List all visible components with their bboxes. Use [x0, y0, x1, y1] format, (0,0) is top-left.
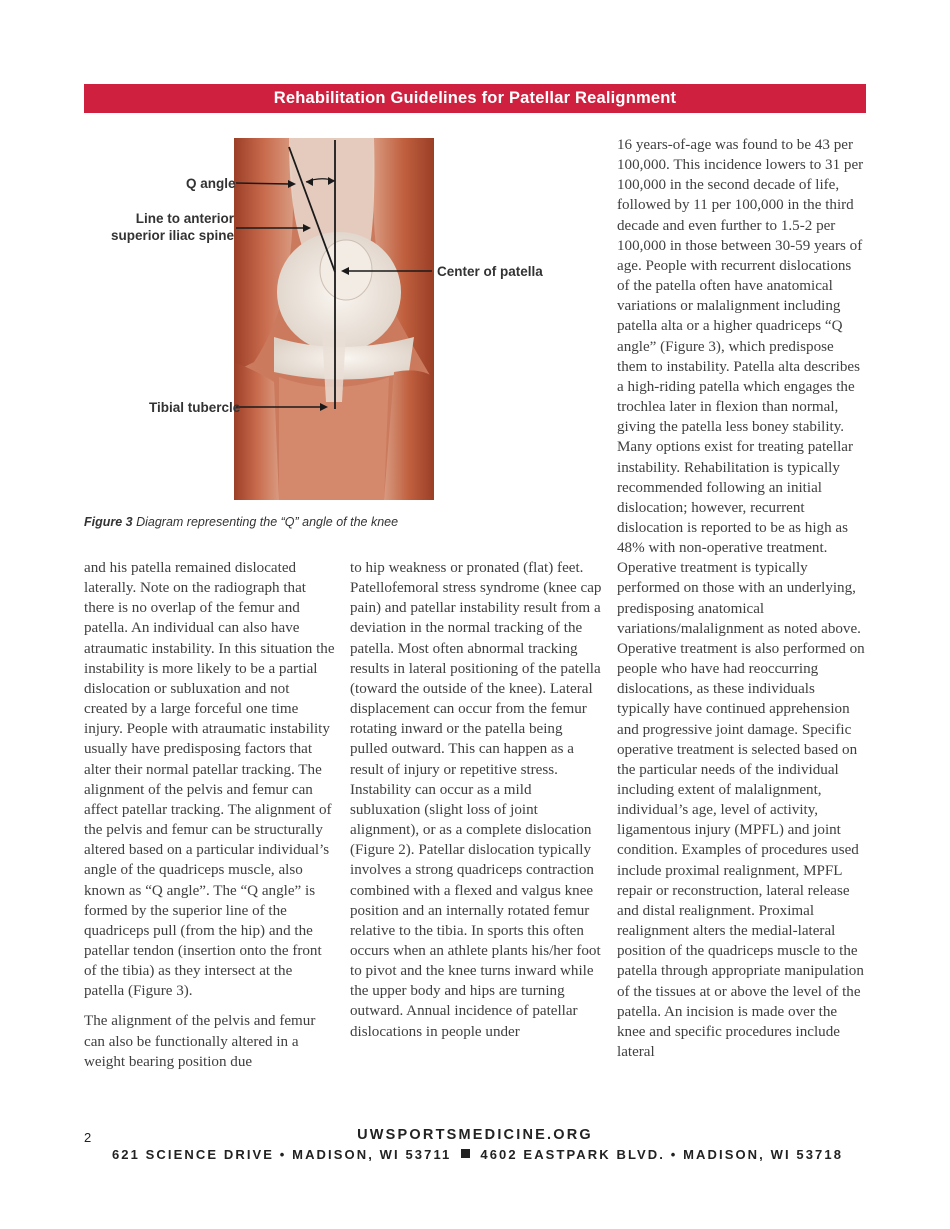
col3-paragraph: 16 years-of-age was found to be 43 per 100,000. This incidence lowers to 31 per 100,000 in the second decade of life, followed by 11 per 100,000 in the third decade and even further to 1.5-2 per 100,000 in those between 30-59 years of age. People with recurrent dislocations of the patella often have anatomical variations or malalignment including patella alta or a higher quadriceps “Q angle” (Figure 3), which predispose them to instability. Patella alta describes a high-riding patella which engages the trochlea later in flexion than normal, giving the patella less boney stability. Many options exist for treating patellar instability. Rehabilitation is typically recommended following an initial dislocation; however, recurrent dislocation is reported to be as high as 48% with non-operative treatment. Operative treatment is typically performed on those with an underlying, predisposing anatomical variations/malalignment as noted above. Operative treatment is also performed on people who have had reoccurring dislocations, as these individuals typically have continued apprehension and progressive joint damage. Specific operative treatment is selected based on the particular needs of the individual including extent of malalignment, individual’s age, level of activity, ligamentous injury (MPFL) and joint condition. Examples of procedures used include proximal realignment, MPFL repair or reconstruction, lateral release and distal realignment. Proximal realignment alters the medial-lateral position of the quadriceps muscle to the patella through appropriate manipulation of the tissues at or above the level of the patella. An incision is made over the knee and specific procedures include lateral: [617, 137, 865, 1061]
body-column-2: [350, 558, 602, 1042]
q-angle-pointer: [236, 183, 290, 184]
body-column-1: [84, 558, 336, 1072]
figure-caption-number: Figure 3: [84, 515, 133, 529]
col1-paragraph-2: The alignment of the pelvis and femur can also be functionally altered in a weight bearing position due: [84, 1013, 316, 1070]
lower-leg-medial: [234, 362, 279, 500]
q-angle-label: Q angle: [186, 176, 236, 191]
col1-paragraph-1: and his patella remained dislocated laterally. Note on the radiograph that there is no overlap of the femur and patella. An individual can also have atraumatic instability. In this situation the instability is more likely to be a partial dislocation or subluxation and not created by a large forceful one time injury. People with atraumatic instability usually have predisposing factors that alter their normal patellar tracking. The alignment of the pelvis and femur can affect patellar tracking. The alignment of the pelvis and femur can be structurally altered based on a particular individual’s angle of the quadriceps muscle, also known as “Q angle”. The “Q angle” is formed by the superior line of the quadriceps pull (from the hip) and the patellar tendon (insertion onto the front of the tibia) as they intersect at the patella (Figure 3).: [84, 560, 335, 1000]
q-angle-figure: [84, 132, 604, 507]
body-column-3: [617, 135, 867, 1062]
footer-address-1: 621 SCIENCE DRIVE • MADISON, WI 53711: [111, 1147, 452, 1162]
footer-address: [0, 1147, 950, 1162]
patellar-tendon: [322, 332, 346, 402]
asis-label-line2: superior iliac spine: [110, 228, 234, 243]
page-number: 2: [84, 1130, 92, 1145]
page-header-title: Rehabilitation Guidelines for Patellar Realignment: [273, 89, 677, 107]
center-patella-label: Center of patella: [437, 264, 543, 279]
figure-caption: [84, 515, 584, 529]
footer-website: UWSPORTSMEDICINE.ORG: [357, 1127, 593, 1143]
page-header-bar: [84, 84, 866, 113]
col2-paragraph: to hip weakness or pronated (flat) feet. Patellofemoral stress syndrome (knee cap pain) and patellar instability result from a deviation in the normal tracking of the patella. Most often abnormal tracking results in lateral positioning of the patella (toward the outside of the knee). Lateral displacement can occur from the femur rotating inward or the patella being pulled outward. This can happen as a result of injury or repetitive stress. Instability can occur as a mild subluxation (slight loss of joint alignment), or as a complete dislocation (Figure 2). Patellar dislocation typically involves a strong quadriceps contraction combined with a flexed and valgus knee position and an internally rotated femur relative to the tibia. In sports this often occurs when an athlete plants his/her foot to pivot and the knee turns inward while the upper body and hips are turning outward. Annual incidence of patellar dislocations in people under: [350, 560, 602, 1040]
footer-address-2: 4602 EASTPARK BLVD. • MADISON, WI 53718: [480, 1147, 844, 1162]
separator-square-icon: [461, 1149, 470, 1158]
asis-label-line1: Line to anterior: [135, 211, 234, 226]
tibial-tubercle-label: Tibial tubercle: [149, 400, 241, 415]
knee-illustration: [84, 132, 604, 507]
figure-caption-text: Diagram representing the “Q” angle of the knee: [132, 515, 399, 529]
